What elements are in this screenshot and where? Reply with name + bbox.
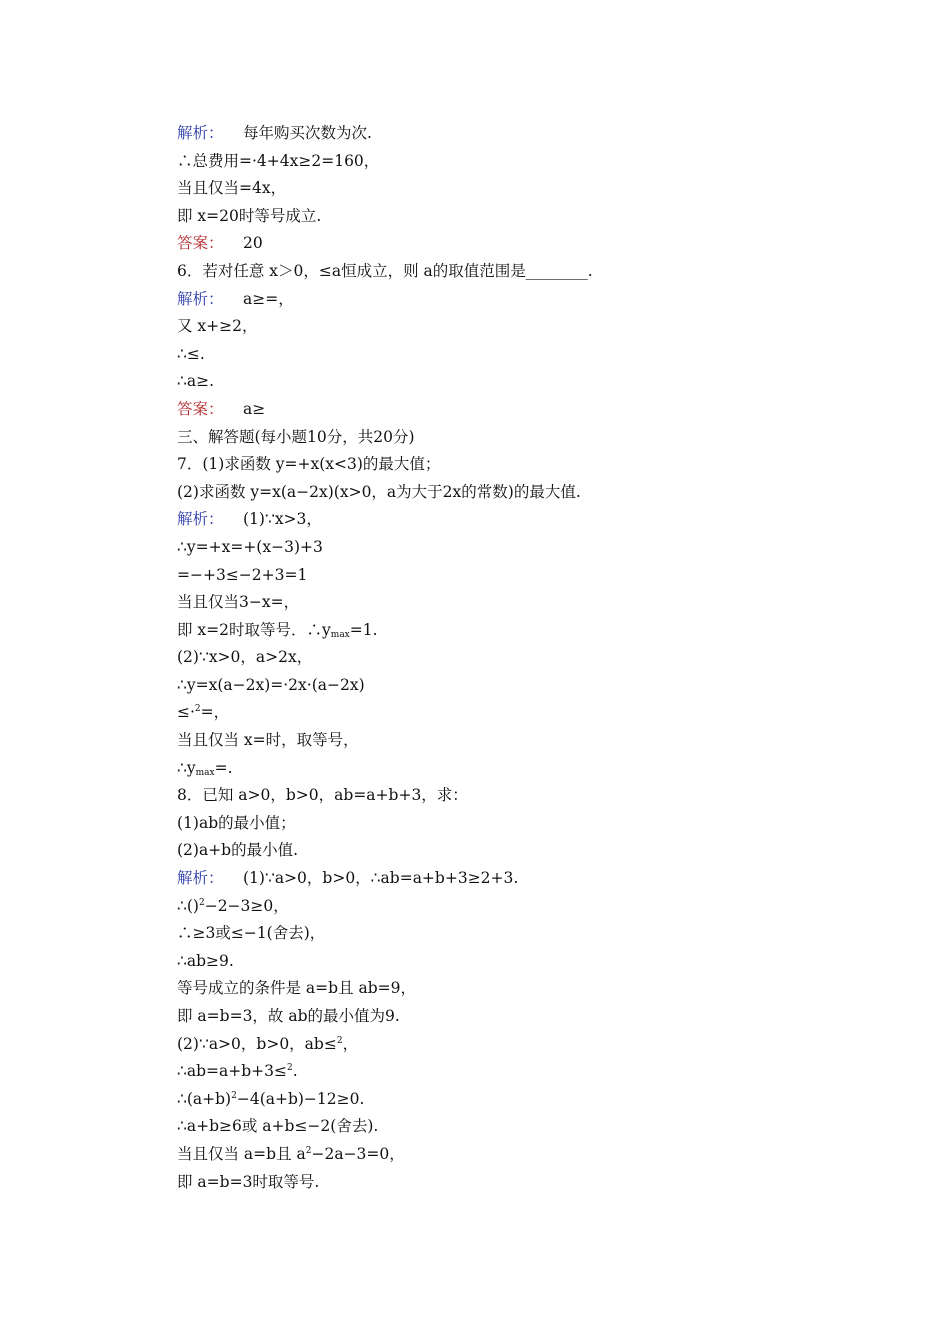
- q5-line-2: 当且仅当=4x，: [177, 179, 287, 198]
- q8-line-1: [177, 893, 777, 921]
- q7-line-6: ∴y=x(a−2x)=·2x·(a−2x): [177, 675, 365, 694]
- analysis-label: 解析：: [177, 289, 224, 308]
- analysis-label: 解析：: [177, 510, 224, 529]
- square-superscript: 2: [198, 897, 205, 908]
- q5-analysis-text: 每年购买次数为次.: [243, 124, 372, 142]
- q7-analysis-line: [177, 506, 777, 534]
- max-subscript: max: [195, 767, 215, 778]
- q8-line-6-end: ，: [342, 1034, 359, 1053]
- q7-line-7: [177, 699, 777, 727]
- q7-question-1: 7．(1)求函数 y=+x(x<3)的最大值；: [177, 455, 441, 474]
- q8-line-11: 即 a=b=3时取等号.: [177, 1172, 320, 1191]
- q7-line-9-end: =.: [214, 758, 233, 777]
- q7-analysis-text: (1)∵x>3，: [243, 510, 322, 529]
- q7-line-4-end: =1.: [349, 620, 378, 639]
- q8-line-1-text: ∴(): [177, 896, 199, 915]
- square-superscript: 2: [336, 1035, 343, 1046]
- q8-line-7-end: .: [292, 1062, 298, 1081]
- q8-line-9: ∴a+b≥6或 a+b≤−2(舍去).: [177, 1117, 379, 1136]
- q7-line-5: (2)∵x>0，a>2x，: [177, 648, 313, 667]
- q7-line-1: ∴y=+x=+(x−3)+3: [177, 537, 323, 556]
- q7-line-7-end: =，: [200, 703, 230, 722]
- q8-line-3: ∴ab≥9.: [177, 951, 234, 970]
- q7-line-4: [177, 617, 777, 645]
- q8-line-10-text: 当且仅当 a=b且 a: [177, 1144, 306, 1163]
- q6-line-3: ∴a≥.: [177, 372, 215, 391]
- q6-answer-line: [177, 396, 777, 424]
- square-superscript: 2: [287, 1063, 293, 1074]
- q7-line-9-text: ∴y: [177, 758, 196, 777]
- q8-line-8-end: −4(a+b)−12≥0.: [236, 1089, 365, 1108]
- q5-analysis-line: [177, 120, 777, 148]
- q8-line-10-end: −2a−3=0，: [311, 1144, 405, 1163]
- answer-label: 答案：: [177, 234, 224, 253]
- q8-question-1: (1)ab的最小值；: [177, 813, 296, 832]
- q8-line-7: [177, 1058, 777, 1086]
- q8-analysis-line: [177, 865, 777, 893]
- q8-line-4: 等号成立的条件是 a=b且 ab=9，: [177, 979, 417, 998]
- q5-line-3: 即 x=20时等号成立.: [177, 206, 322, 225]
- analysis-label: 解析：: [177, 869, 224, 888]
- document-page: [177, 120, 777, 1196]
- q5-answer-line: [177, 230, 777, 258]
- q7-line-2: =−+3≤−2+3=1: [177, 565, 308, 584]
- q6-line-1: 又 x+≥2，: [177, 317, 258, 336]
- q7-line-7-text: ≤·: [177, 703, 195, 722]
- q8-line-8-text: ∴(a+b): [177, 1089, 232, 1108]
- q7-line-3: 当且仅当3−x=，: [177, 593, 300, 612]
- square-superscript: 2: [305, 1145, 312, 1156]
- q8-line-5: 即 a=b=3，故 ab的最小值为9.: [177, 1007, 400, 1025]
- q8-line-1-end: −2−3≥0，: [204, 896, 289, 915]
- q8-line-10: [177, 1141, 777, 1169]
- q8-line-6: [177, 1031, 777, 1059]
- answer-label: 答案：: [177, 399, 224, 418]
- q6-analysis-line: [177, 286, 777, 314]
- q7-line-8: 当且仅当 x=时，取等号，: [177, 731, 359, 750]
- q8-line-7-text: ∴ab=a+b+3≤: [177, 1062, 287, 1081]
- q6-analysis-text: a≥=，: [243, 289, 294, 308]
- q6-question: 6．若对任意 x＞0，≤a恒成立，则 a的取值范围是________.: [177, 261, 593, 280]
- section-title: 三、解答题(每小题10分，共20分): [177, 427, 415, 446]
- q8-line-6-text: (2)∵a>0，b>0，ab≤: [177, 1034, 337, 1053]
- q6-line-2: ∴≤.: [177, 344, 205, 363]
- max-subscript: max: [330, 629, 350, 640]
- square-superscript: 2: [194, 704, 201, 715]
- q8-line-2: ∴≥3或≤−1(舍去)，: [177, 924, 326, 943]
- q7-line-4-text: 即 x=2时取等号．∴y: [177, 620, 331, 639]
- q6-answer-text: a≥: [243, 399, 266, 418]
- q5-answer-text: 20: [243, 234, 263, 253]
- analysis-label: 解析：: [177, 124, 224, 142]
- q8-question-2: (2)a+b的最小值.: [177, 841, 299, 860]
- q8-question: 8．已知 a>0，b>0，ab=a+b+3，求：: [177, 786, 468, 805]
- q7-question-2: (2)求函数 y=x(a−2x)(x>0，a为大于2x的常数)的最大值.: [177, 482, 581, 501]
- q5-line-1: ∴总费用=·4+4x≥2=160，: [177, 151, 380, 170]
- square-superscript: 2: [231, 1090, 237, 1101]
- q8-analysis-text: (1)∵a>0，b>0，∴ab=a+b+3≥2+3.: [243, 869, 519, 888]
- q7-line-9: [177, 755, 777, 783]
- q8-line-8: [177, 1086, 777, 1114]
